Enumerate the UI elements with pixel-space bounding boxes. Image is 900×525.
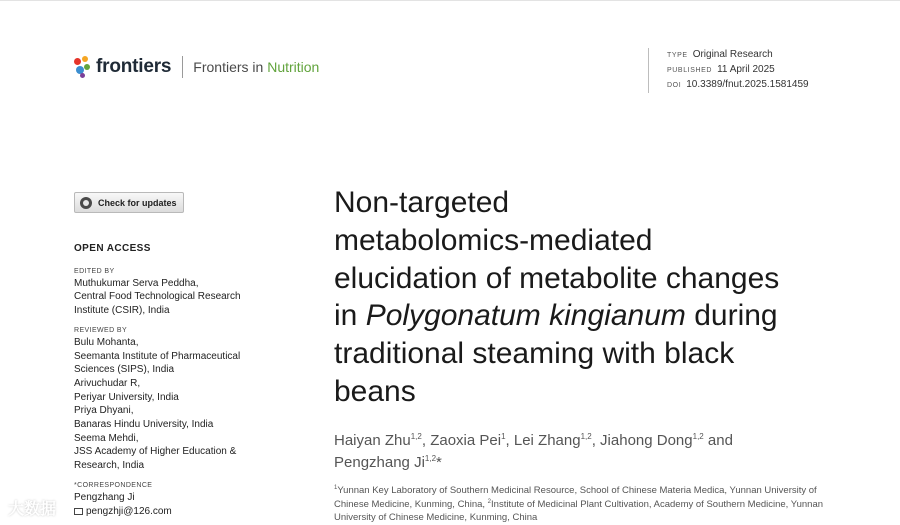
reviewer-line: JSS Academy of Higher Education & xyxy=(74,446,237,458)
title-line: metabolomics-mediated xyxy=(334,223,653,257)
author-affil-sup: 1,2 xyxy=(580,432,592,441)
affiliations xyxy=(334,484,834,525)
title-line: Non-targeted xyxy=(334,186,510,219)
affil-sup: 1 xyxy=(334,485,338,491)
species-name: Polygonatum kingianum xyxy=(365,299,686,333)
author-list xyxy=(334,430,834,474)
correspondence-email[interactable]: pengzhji@126.com xyxy=(86,505,172,517)
affil-sup: 2 xyxy=(487,498,492,505)
author-sep: * xyxy=(436,454,442,471)
reviewer-line: Banaras Hindu University, India xyxy=(74,419,214,431)
editor-line: Institute (CSIR), India xyxy=(74,305,170,317)
check-for-updates-label: Check for updates xyxy=(98,197,177,208)
author-affil-sup: 1,2 xyxy=(410,432,422,441)
sidebar-info xyxy=(74,242,274,518)
journal-name xyxy=(193,59,319,75)
frontiers-logo-icon xyxy=(74,56,92,78)
author-name[interactable]: Lei Zhang xyxy=(513,432,581,449)
reviewer-line: Research, India xyxy=(74,460,145,472)
logo-separator xyxy=(182,56,183,78)
title-line: elucidation of metabolite changes xyxy=(334,261,780,295)
author-name[interactable]: Haiyan Zhu xyxy=(334,432,411,449)
meta-published-value: 11 April 2025 xyxy=(717,64,775,75)
meta-published-label: PUBLISHED xyxy=(667,67,713,74)
correspondence-label: *CORRESPONDENCE xyxy=(74,481,153,489)
meta-doi-label: DOI xyxy=(667,82,682,89)
open-access-label: OPEN ACCESS xyxy=(74,243,151,254)
title-line4-pre: in xyxy=(334,299,366,333)
reviewer-line: Seemanta Institute of Pharmaceutical xyxy=(74,350,241,362)
author-affil-sup: 1,2 xyxy=(424,454,437,463)
reviewer-line: Periyar University, India xyxy=(74,391,179,403)
frontiers-logo[interactable] xyxy=(74,55,319,79)
title-line: beans xyxy=(334,374,416,408)
reviewer-line: Sciences (SIPS), India xyxy=(74,364,175,376)
correspondence-name: Pengzhang Ji xyxy=(74,491,135,503)
author-affil-sup: 1,2 xyxy=(692,432,704,441)
mail-icon xyxy=(74,508,83,515)
meta-type-value: Original Research xyxy=(692,49,773,60)
author-name[interactable]: Jiahong Dong xyxy=(600,432,693,449)
author-sep: , xyxy=(591,432,601,449)
correspondence-email-row[interactable] xyxy=(74,505,274,519)
journal-accent: Nutrition xyxy=(267,59,320,75)
author-affil-sup: 1 xyxy=(501,432,506,441)
editor-line: Central Food Technological Research xyxy=(74,291,241,303)
meta-doi xyxy=(667,78,809,93)
author-name[interactable]: Zaoxia Pei xyxy=(430,432,502,449)
reviewer-line: Priya Dhyani, xyxy=(74,405,134,417)
edited-by-label: EDITED BY xyxy=(74,267,115,275)
meta-type-label: TYPE xyxy=(667,52,688,59)
top-border xyxy=(0,0,900,1)
reviewer-line: Bulu Mohanta, xyxy=(74,336,139,348)
reviewer-line: Arivuchudar R, xyxy=(74,377,141,389)
journal-prefix: Frontiers in xyxy=(193,59,268,75)
article-meta xyxy=(648,48,809,93)
author-sep: and xyxy=(703,432,733,449)
article-title xyxy=(334,184,854,411)
watermark: 大数据 xyxy=(8,501,57,518)
check-for-updates-button[interactable] xyxy=(74,192,184,213)
affiliation-1: Yunnan Key Laboratory of Southern Medicinal Resource, School of Chinese Materia Medica, Yunnan University of Chinese Medicine, Kunming, China, xyxy=(334,485,817,510)
title-line4-post: during xyxy=(685,299,778,333)
meta-doi-value[interactable]: 10.3389/fnut.2025.1581459 xyxy=(686,79,809,90)
meta-type xyxy=(667,48,809,63)
editor-line: Muthukumar Serva Peddha, xyxy=(74,277,199,289)
meta-published xyxy=(667,63,809,78)
title-line xyxy=(334,297,854,335)
logo-wordmark: frontiers xyxy=(96,56,172,77)
title-line: traditional steaming with black xyxy=(334,337,735,371)
author-sep: , xyxy=(421,432,431,449)
author-sep: , xyxy=(505,432,514,449)
crossmark-icon xyxy=(80,197,92,209)
reviewed-by-label: REVIEWED BY xyxy=(74,326,128,334)
affiliation-2: Institute of Medicinal Plant Cultivation, Academy of Southern Medicine, Yunnan University of Chinese Medicine, Kunming, China xyxy=(334,498,824,523)
author-name[interactable]: Pengzhang Ji xyxy=(334,454,425,471)
reviewer-line: Seema Mehdi, xyxy=(74,432,139,444)
